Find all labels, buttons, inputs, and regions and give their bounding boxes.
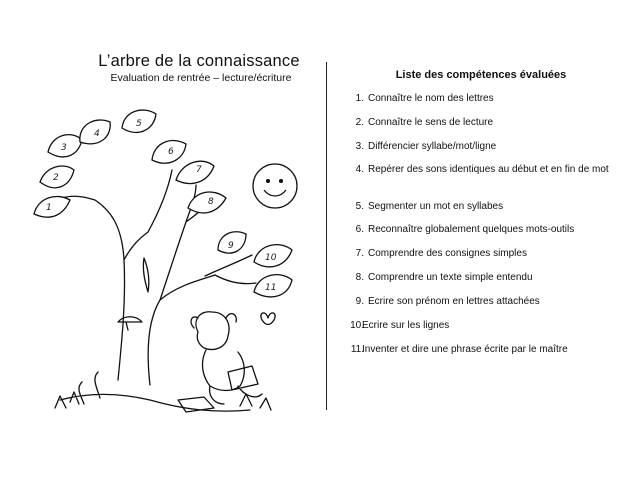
item-text: Connaître le sens de lecture (368, 117, 494, 128)
item-text: Différencier syllabe/mot/ligne (368, 141, 497, 152)
leaf-number: 3 (61, 143, 67, 153)
item-number: 7. (355, 248, 364, 259)
tree-mushroom (118, 317, 142, 330)
leaf-number: 11 (265, 283, 277, 293)
butterfly (261, 313, 275, 325)
competences-title: Liste des compétences évaluées (395, 69, 567, 81)
leaf-number: 5 (136, 119, 142, 129)
leaf-number: 10 (265, 253, 277, 263)
item-text: Reconnaître globalement quelques mots-outils (368, 224, 575, 235)
leaf-number: 6 (168, 147, 174, 157)
leaf-number: 7 (196, 165, 202, 175)
page-subtitle: Evaluation de rentrée – lecture/écriture (110, 72, 292, 84)
leaf-7 (176, 161, 214, 183)
leaf-number: 2 (53, 173, 59, 183)
leaf-number: 4 (94, 129, 100, 139)
tree-knot (143, 258, 148, 292)
item-number: 10. (350, 320, 364, 331)
item-text: Connaître le nom des lettres (368, 93, 494, 104)
page-title: L’arbre de la connaissance (98, 52, 300, 70)
item-number: 11. (350, 344, 364, 355)
ground (55, 372, 271, 411)
leaf-8 (188, 192, 226, 213)
mouse-character (191, 312, 262, 404)
column-divider (326, 62, 327, 410)
leaf-1 (34, 196, 70, 217)
item-text: Comprendre des consignes simples (368, 248, 527, 259)
item-number: 3. (355, 141, 364, 152)
item-text: Segmenter un mot en syllabes (368, 201, 504, 212)
item-text: Repérer des sons identiques au début et en fin de mot (368, 164, 609, 175)
leaf-number: 9 (228, 241, 234, 251)
item-text: Inventer et dire une phrase écrite par le maître (362, 344, 568, 355)
item-number: 5. (355, 201, 364, 212)
item-text: Comprendre un texte simple entendu (368, 272, 533, 283)
leaf-number: 8 (208, 197, 214, 207)
item-number: 2. (355, 117, 364, 128)
leaf-number: 1 (46, 203, 52, 213)
item-number: 9. (355, 296, 364, 307)
item-text: Ecrire sur les lignes (362, 320, 450, 331)
item-number: 6. (355, 224, 364, 235)
item-text: Ecrire son prénom en lettres attachées (368, 296, 540, 307)
item-number: 8. (355, 272, 364, 283)
sun-icon (253, 164, 297, 208)
item-number: 4. (355, 164, 364, 175)
item-number: 1. (355, 93, 364, 104)
